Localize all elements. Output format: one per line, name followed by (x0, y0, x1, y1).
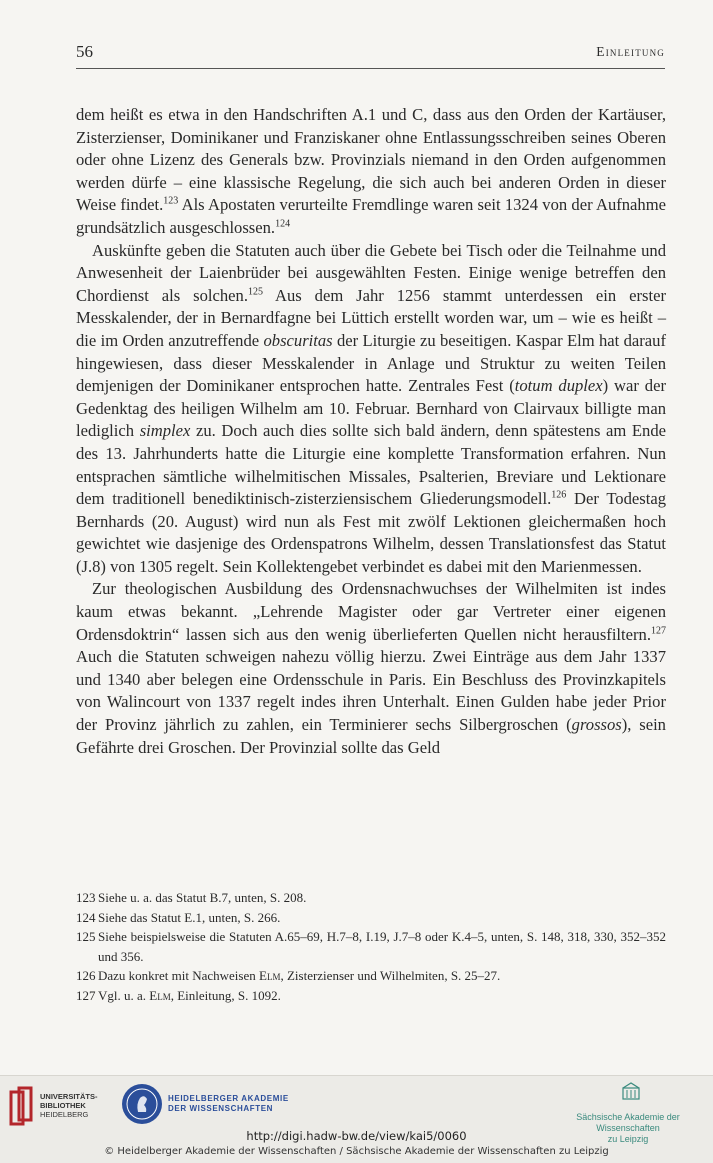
text-run: Aus dem Jahr 1256 stammt unterdessen ein erster Messkalender, der in Bernardfagne bei Lüttich erstellt worden war, um – wie es heißt – die im Orden anzutreffende (76, 285, 666, 350)
footnote (76, 908, 666, 928)
footnote-text (98, 986, 666, 1006)
footnote-number: 127 (76, 987, 96, 1003)
text-run: Dazu konkret mit Nachweisen (98, 968, 260, 983)
footnote-text (98, 966, 666, 986)
footnote-number: 123 (76, 890, 96, 905)
permalink-url[interactable]: http://digi.hadw-bw.de/view/kai5/0060 (246, 1129, 467, 1143)
footnote-number: 124 (76, 909, 96, 925)
hadw-logo[interactable] (122, 1084, 322, 1128)
footnote-ref: 127 (651, 625, 666, 637)
footnotes (76, 888, 666, 1005)
text-run: dem heißt es etwa in den Handschriften A.1 und C, dass aus den Orden der Kartäuser, Zisterzienser, Dominikaner und Franziskaner ohne Entlassungsschreiben seines Oberen oder ohne Lizenz des Generals bzw. Provinzials niemand in den Orden aufgenommen werden dürfe – eine klassische Regelung, die sich auch bei anderen Orden in dieser Weise findet. (76, 105, 666, 215)
text-run: der Liturgie zu beseitigen. Kaspar Elm hat darauf hingewiesen, dass dieser Messkalender in Anlage und Struktur zu weiten Teilen demjenigen der Dominikaner entsprochen hatte. Zentrales Fest ( (76, 330, 666, 396)
footnote-ref: 125 (247, 286, 263, 298)
text-run: , Zisterzienser und Wilhelmiten, S. 25–27. (280, 968, 501, 983)
digitization-footer (0, 1075, 713, 1163)
text-run: Auskünfte geben die Statuten auch über die Gebete bei Tisch oder die Teilnahme und Anwesenheit der Laienbrüder bei ausgewählten Festen. Einige wenige betreffen den Chordienst als solchen. (76, 240, 666, 305)
footnote-ref: 124 (275, 218, 291, 230)
footnote (76, 966, 666, 986)
italic-term: obscuritas (263, 330, 333, 350)
footnote-text: Siehe das Statut E.1, unten, S. 266. (98, 909, 281, 925)
hadw-seal-icon (122, 1084, 162, 1124)
running-head: Einleitung (596, 44, 665, 59)
text-run: ), sein Gefährte drei Groschen. Der Provinzial sollte das Geld (76, 715, 666, 757)
footnote-ref: 123 (163, 195, 179, 207)
text-run: zu. Doch auch dies sollte sich bald ändern, denn spätestens am Ende des 13. Jahrhunderts hatte die Liturgie eine komplette Transformation erfahren. Nun entsprachen sämtliche wilhelmitischen Missales, Psalterien, Breviare und Lektionare dem traditionell benediktinisch-zisterziensischem Gliederungsmodell. (76, 421, 666, 509)
paragraph-3 (76, 578, 666, 759)
ub-text (40, 1092, 98, 1119)
footnote (76, 986, 666, 1006)
text-run: ) war der Gedenktag des heiligen Wilhelm am 10. Februar. Bernhard von Clairvaux billigte man lediglich (76, 376, 666, 441)
saw-line: zu Leipzig (607, 1134, 649, 1144)
ub-line: BIBLIOTHEK (40, 1101, 86, 1110)
text-run: Als Apostaten verurteilte Fremdlinge waren seit 1324 von der Aufnahme grundsätzlich ausgeschlossen. (76, 195, 666, 237)
text-run: Der Todestag Bernhards (20. August) wird nun als Fest mit zwölf Lektionen gleichermaßen hoch gewichtet wie dasjenige des Ordenspatrons Wilhelm, dessen Translationsfest das Statut (J.8) von 1305 regelt. Sein Kollektengebet verbindet es dabei mit den Marienmessen. (76, 489, 666, 576)
hadw-line: DER WISSENSCHAFTEN (168, 1104, 274, 1113)
footnote-text: Siehe beispielsweise die Statuten A.65–69, H.7–8, I.19, J.7–8 oder K.4–5, unten, S. 148, 318, 330, 352–352 und 356. (98, 929, 666, 964)
ub-heidelberg-logo[interactable] (8, 1086, 118, 1128)
ub-line: UNIVERSITÄTS- (40, 1092, 98, 1101)
footnote-number: 125 (76, 929, 96, 944)
ub-book-icon (8, 1086, 36, 1128)
ub-line: HEIDELBERG (40, 1110, 89, 1119)
author-name: Elm (259, 968, 281, 983)
paragraph-2 (76, 240, 666, 579)
italic-term: grossos (571, 715, 622, 735)
saw-line: Sächsische Akademie der Wissenschaften (576, 1112, 680, 1133)
footnote-number: 126 (76, 968, 96, 983)
footnote (76, 888, 666, 908)
hadw-text (168, 1094, 289, 1114)
page-header (76, 42, 665, 69)
copyright-notice: © Heidelberger Akademie der Wissenschaften / Sächsische Akademie der Wissenschaften zu Leipzig (104, 1146, 609, 1157)
italic-term: simplex (139, 421, 191, 441)
main-text (76, 104, 666, 759)
footnote (76, 927, 666, 966)
text-run: Auch die Statuten schweigen nahezu völlig hierzu. Zwei Einträge aus dem Jahr 1337 und 1340 aber belegen eine Ordensschule in Paris. Ein Beschluss des Provinzkapitels von Walincourt von 1337 regelt indes ihren Unterhalt. Einen Gulden habe jeder Prior der Provinz jährlich zu zahlen, ein Terminierer sechs Silbergroschen ( (76, 647, 666, 735)
author-name: Elm (149, 987, 171, 1003)
page-number: 56 (76, 42, 93, 61)
paragraph-1 (76, 104, 666, 240)
text-run: , Einleitung, S. 1092. (170, 987, 281, 1003)
saw-building-icon (622, 1082, 640, 1100)
text-run: Zur theologischen Ausbildung des Ordensnachwuchses der Wilhelmiten ist indes kaum etwas bekannt. „Lehrende Magister oder gar Vertreter einer eigenen Ordensdoktrin“ lassen sich aus den wenig überlieferten Quellen nicht herausfiltern. (76, 579, 666, 644)
italic-term: totum duplex (514, 376, 603, 396)
text-run: Vgl. u. a. (98, 987, 150, 1003)
hadw-line: HEIDELBERGER AKADEMIE (168, 1094, 289, 1103)
footnote-ref: 126 (551, 489, 567, 501)
footnote-text: Siehe u. a. das Statut B.7, unten, S. 208. (98, 890, 307, 905)
